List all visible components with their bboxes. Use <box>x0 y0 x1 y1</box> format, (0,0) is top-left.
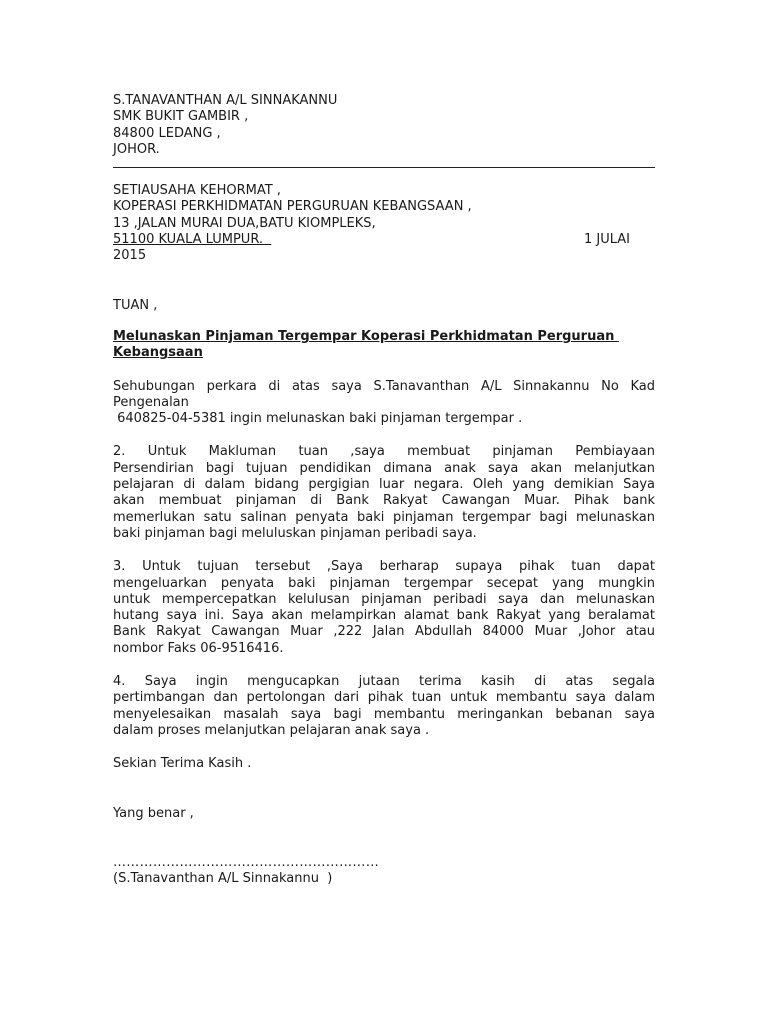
paragraph-4-line: dalam proses melanjutkan pelajaran anak saya . <box>113 722 430 738</box>
salutation: TUAN , <box>113 297 158 313</box>
paragraph-4 <box>113 674 655 739</box>
recipient-title: SETIAUSAHA KEHORMAT , <box>113 183 281 199</box>
letter-page <box>113 93 655 887</box>
paragraph-2-line: pelajaran di dalam bidang pergigian luar negara. Oleh yang demikian Saya <box>113 477 655 493</box>
paragraph-3-line: 3. Untuk tujuan tersebut ,Saya berharap supaya pihak tuan dapat <box>113 559 655 575</box>
paragraph-3-line: Bank Rakyat Cawangan Muar ,222 Jalan Abdullah 84000 Muar ,Johor atau <box>113 624 655 640</box>
paragraph-3-line: untuk mempercepatkan kelulusan pinjaman peribadi saya dan melunaskan <box>113 591 655 607</box>
paragraph-1 <box>113 379 655 428</box>
sender-school: SMK BUKIT GAMBIR , <box>113 109 249 125</box>
paragraph-3-line: mengeluarkan penyata baki pinjaman tergempar secepat yang mungkin <box>113 575 655 591</box>
paragraph-4-line: menyelesaikan masalah saya bagi membantu meringankan bebanan saya <box>113 706 655 722</box>
recipient-address <box>113 183 655 264</box>
paragraph-2-line: memerlukan satu salinan penyata baki pinjaman tergempar bagi melunaskan <box>113 509 655 525</box>
subject-line-1: Melunaskan Pinjaman Tergempar Koperasi Perkhidmatan Perguruan <box>113 328 619 344</box>
paragraph-1-line: 640825-04-5381 ingin melunaskan baki pinjaman tergempar . <box>113 411 523 427</box>
recipient-organization: KOPERASI PERKHIDMATAN PERGURUAN KEBANGSAAN , <box>113 199 472 215</box>
sender-postcode-city: 84800 LEDANG , <box>113 125 221 141</box>
paragraph-3-line: nombor Faks 06-9516416. <box>113 640 284 656</box>
paragraph-4-line: 4. Saya ingin mengucapkan jutaan terima kasih di atas segala <box>113 674 655 690</box>
paragraph-2-line: akan membuat pinjaman di Bank Rakyat Cawangan Muar. Pihak bank <box>113 493 655 509</box>
paragraph-2-line: baki pinjaman bagi meluluskan pinjaman peribadi saya. <box>113 525 477 541</box>
paragraph-3 <box>113 559 655 657</box>
signatory-name: (S.Tanavanthan A/L Sinnakannu ) <box>113 871 333 887</box>
letter-subject <box>113 329 655 362</box>
header-divider <box>113 167 655 168</box>
closing-remark: Sekian Terima Kasih . <box>113 756 252 772</box>
valediction: Yang benar , <box>113 805 194 821</box>
sender-address <box>113 93 655 158</box>
subject-line-2: Kebangsaan <box>113 345 203 361</box>
recipient-address-line: 13 ,JALAN MURAI DUA,BATU KIOMPLEKS, <box>113 215 376 231</box>
paragraph-2 <box>113 444 655 542</box>
recipient-city: 51100 KUALA LUMPUR. <box>113 232 272 248</box>
paragraph-2-line: Persendirian bagi tujuan pendidikan dimana anak saya akan melanjutkan <box>113 460 655 476</box>
paragraph-2-line: 2. Untuk Makluman tuan ,saya membuat pinjaman Pembiayaan <box>113 444 655 460</box>
paragraph-1-line: Sehubungan perkara di atas saya S.Tanavanthan A/L Sinnakannu No Kad <box>113 378 655 394</box>
letter-date-year: 2015 <box>113 248 147 264</box>
paragraph-4-line: pertimbangan dan pertolongan dari pihak tuan untuk membantu saya dalam <box>113 690 655 706</box>
signature-line: …………………………………………………… <box>113 854 379 870</box>
letter-date: 1 JULAI <box>583 232 630 248</box>
sender-state: JOHOR. <box>113 141 160 157</box>
sender-name: S.TANAVANTHAN A/L SINNAKANNU <box>113 93 338 108</box>
paragraph-1-line: Pengenalan <box>113 394 189 410</box>
paragraph-3-line: hutang saya ini. Saya akan melampirkan alamat bank Rakyat yang beralamat <box>113 608 655 624</box>
